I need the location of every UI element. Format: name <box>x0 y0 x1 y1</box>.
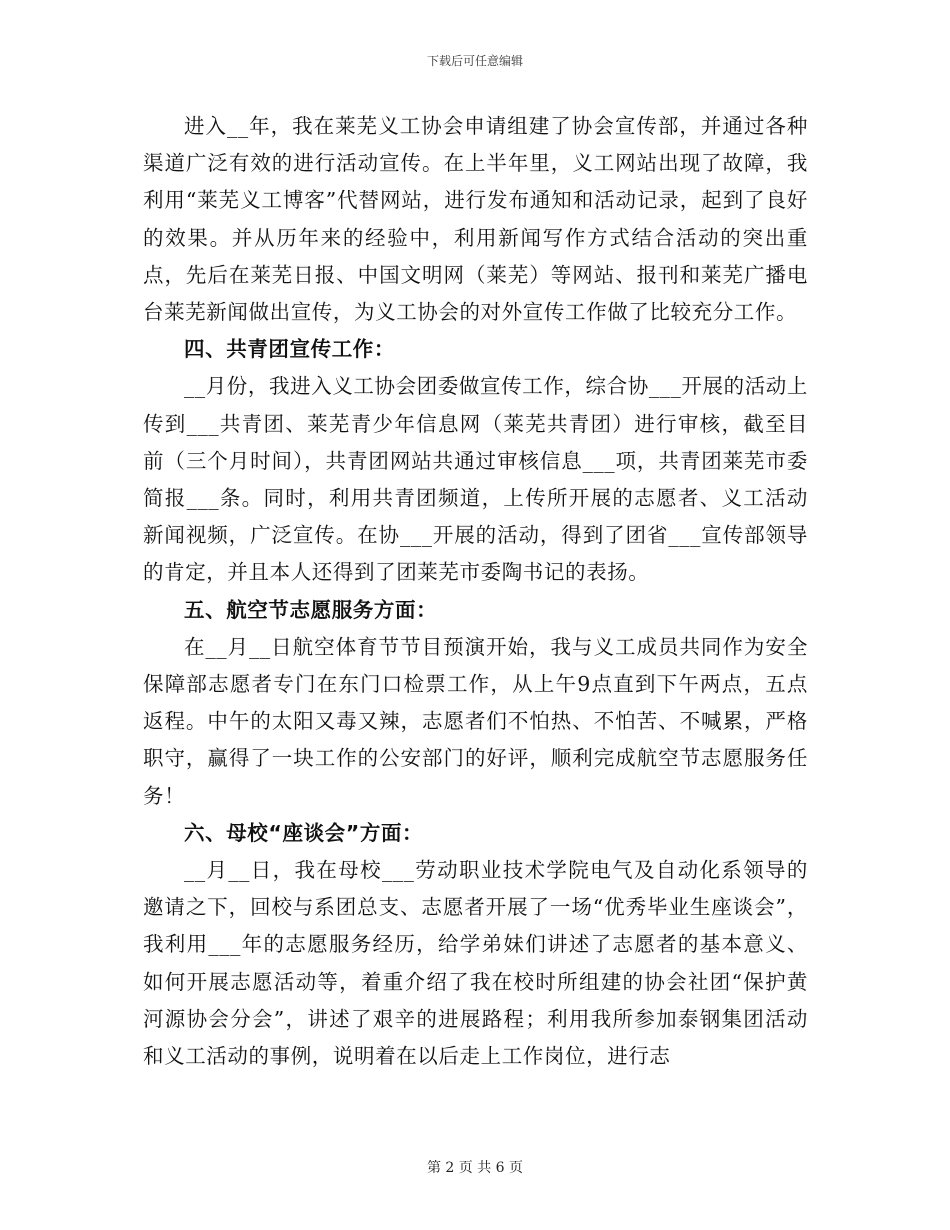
paragraph-publicity-department: 进入__年，我在莱芜义工协会申请组建了协会宣传部，并通过各种渠道广泛有效的进行活动宣传。在上半年里，义工网站出现了故障，我利用“莱芜义工博客”代替网站，进行发布通知和活动记录，起到了良好的效果。并从历年来的经验中，利用新闻写作方式结合活动的突出重点，先后在莱芜日报、中国文明网（莱芜）等网站、报刊和莱芜广播电台莱芜新闻做出宣传，为义工协会的对外宣传工作做了比较充分工作。 <box>143 114 808 325</box>
paragraph-aviation-festival: 在__月__日航空体育节节目预演开始，我与义工成员共同作为安全保障部志愿者专门在东门口检票工作，从上午9点直到下午两点，五点返程。中午的太阳又毒又辣，志愿者们不怕热、不怕苦、不喊累，严格职守，赢得了一块工作的公安部门的好评，顺利完成航空节志愿服务任务！ <box>143 634 808 808</box>
heading-alma-mater-forum: 六、母校“座谈会”方面： <box>184 820 424 845</box>
page-header-note: 下载后可任意编辑 <box>426 54 523 68</box>
heading-aviation-festival: 五、航空节志愿服务方面： <box>184 597 438 622</box>
paragraph-youth-league: __月份，我进入义工协会团委做宣传工作，综合协___开展的活动上传到___共青团、莱芜青少年信息网（莱芜共青团）进行审核，截至目前（三个月时间），共青团网站共通过审核信息___项，共青团莱芜市委简报___条。同时，利用共青团频道，上传所开展的志愿者、义工活动新闻视频，广泛宣传。在协___开展的活动，得到了团省___宣传部领导的肯定，并且本人还得到了团莱芜市委陶书记的表扬。 <box>143 374 808 585</box>
paragraph-alma-mater-forum: __月__日，我在母校___劳动职业技术学院电气及自动化系领导的邀请之下，回校与系团总支、志愿者开展了一场“优秀毕业生座谈会”，我利用___年的志愿服务经历，给学弟妹们讲述了志愿者的基本意义、如何开展志愿活动等，着重介绍了我在校时所组建的协会社团“保护黄河源协会分会”，讲述了艰辛的进展路程；利用我所参加泰钢集团活动和义工活动的事例，说明着在以后走上工作岗位，进行志 <box>143 858 808 1069</box>
document-body <box>143 108 808 1075</box>
heading-youth-league: 四、共青团宣传工作： <box>184 337 395 362</box>
page-footer-number: 第 2 页 共 6 页 <box>426 1160 524 1176</box>
